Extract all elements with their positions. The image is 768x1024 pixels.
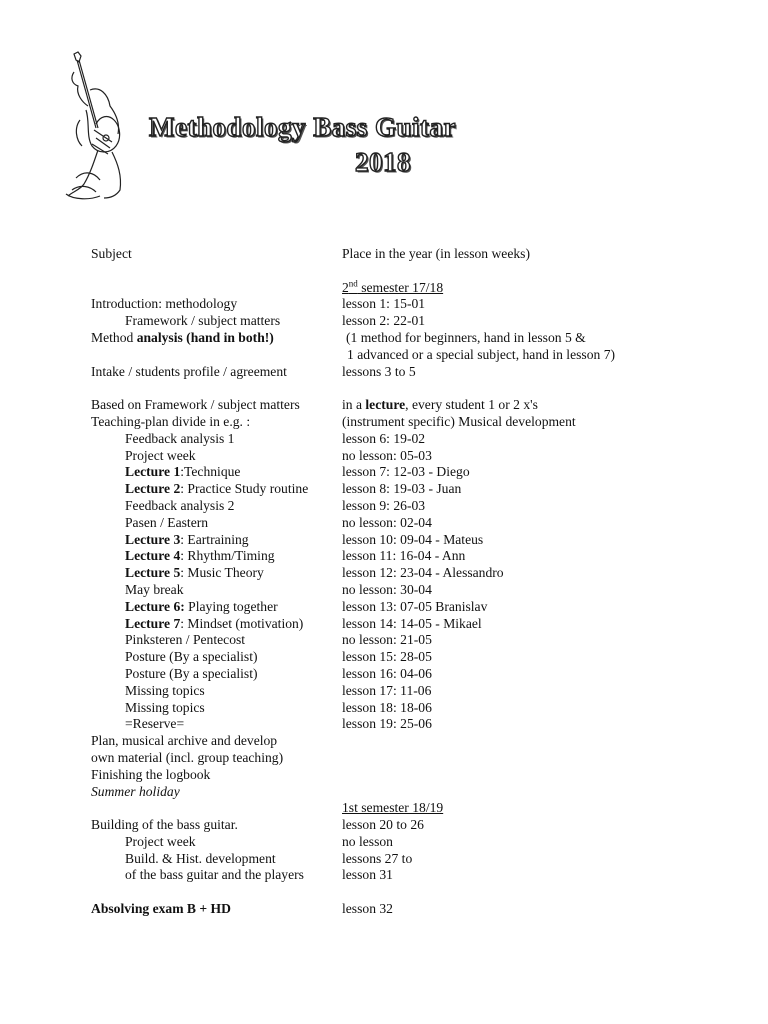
schedule-row [91, 431, 741, 448]
schedule-row [91, 313, 741, 330]
schedule-row [91, 498, 741, 515]
blank-row [91, 380, 741, 397]
place-cell: lesson 9: 26-03 [342, 497, 426, 513]
subject-cell: Lecture 4: Rhythm/Timing [125, 548, 275, 564]
place-header: Place in the year (in lesson weeks) [342, 246, 530, 261]
schedule [91, 246, 741, 918]
subject-cell: Summer holiday [91, 783, 180, 799]
subject-cell: Lecture 2: Practice Study routine [125, 481, 309, 497]
place-cell: no lesson: 21-05 [342, 632, 432, 648]
place-cell: lesson 16: 04-06 [342, 665, 432, 681]
document-title-year: 2018 [355, 147, 411, 177]
semester-row [91, 280, 741, 297]
semester-1-heading: 1st semester 18/19 [342, 800, 444, 816]
place-cell: lesson 11: 16-04 - Ann [342, 548, 466, 564]
subject-cell: Intake / students profile / agreement [91, 363, 287, 379]
semester-2-heading: 2nd semester 17/18 [342, 278, 444, 295]
semester-row [91, 800, 741, 817]
schedule-row [91, 532, 741, 549]
place-cell: lesson 31 [342, 867, 393, 883]
schedule-row [91, 666, 741, 683]
subject-cell: Teaching-plan divide in e.g. : [91, 413, 251, 429]
subject-cell: Pinksteren / Pentecost [125, 632, 246, 648]
place-cell: no lesson: 05-03 [342, 447, 432, 463]
schedule-row [91, 683, 741, 700]
subject-cell: of the bass guitar and the players [125, 867, 304, 883]
subject-cell: =Reserve= [125, 716, 185, 732]
place-cell: lesson 6: 19-02 [342, 430, 426, 446]
place-cell: lesson 15: 28-05 [342, 649, 432, 665]
schedule-row [91, 632, 741, 649]
subject-cell: Missing topics [125, 682, 205, 698]
schedule-row [91, 599, 741, 616]
schedule-row [91, 515, 741, 532]
subject-cell: Framework / subject matters [125, 313, 281, 329]
place-cell: lesson 7: 12-03 - Diego [342, 464, 470, 480]
subject-cell: Posture (By a specialist) [125, 665, 258, 681]
schedule-row [91, 347, 741, 364]
place-cell: lesson 14: 14-05 - Mikael [342, 615, 482, 631]
subject-cell: Project week [125, 833, 196, 849]
schedule-row [91, 733, 741, 750]
place-cell: lesson 32 [342, 901, 393, 917]
schedule-row [91, 448, 741, 465]
place-cell: (1 method for beginners, hand in lesson 5 & [346, 329, 586, 345]
subject-cell: Posture (By a specialist) [125, 649, 258, 665]
schedule-row [91, 464, 741, 481]
bass-guitar-player-icon [60, 50, 140, 202]
blank-row [91, 263, 741, 280]
subject-cell: Lecture 3: Eartraining [125, 531, 249, 547]
place-cell: lesson 10: 09-04 - Mateus [342, 531, 484, 547]
subject-cell: Lecture 5: Music Theory [125, 565, 264, 581]
schedule-row [91, 330, 741, 347]
schedule-row [91, 548, 741, 565]
place-cell: lesson 2: 22-01 [342, 313, 426, 329]
subject-cell: Method analysis (hand in both!) [91, 329, 274, 345]
subject-cell: Build. & Hist. development [125, 850, 276, 866]
subject-cell: Feedback analysis 1 [125, 430, 235, 446]
schedule-row [91, 616, 741, 633]
schedule-row [91, 784, 741, 801]
subject-cell: Missing topics [125, 699, 205, 715]
schedule-row [91, 817, 741, 834]
subject-cell: Lecture 1:Technique [125, 464, 241, 480]
place-cell: no lesson [342, 833, 393, 849]
place-cell: lesson 19: 25-06 [342, 716, 432, 732]
schedule-row [91, 397, 741, 414]
place-cell: lesson 13: 07-05 Branislav [342, 598, 488, 614]
place-cell: 1 advanced or a special subject, hand in lesson 7) [347, 346, 616, 362]
document-title: Methodology Bass Guitar [149, 112, 457, 142]
subject-cell: Lecture 6: Playing together [125, 598, 278, 614]
subject-cell: Plan, musical archive and develop [91, 733, 278, 749]
subject-cell: Building of the bass guitar. [91, 817, 238, 833]
schedule-row [91, 582, 741, 599]
subject-cell: Feedback analysis 2 [125, 497, 235, 513]
subject-cell: Pasen / Eastern [125, 514, 209, 530]
subject-cell: Based on Framework / subject matters [91, 397, 300, 413]
place-cell: lesson 20 to 26 [342, 817, 424, 833]
place-cell: (instrument specific) Musical development [342, 413, 576, 429]
place-cell: lessons 3 to 5 [342, 363, 416, 379]
header-row [91, 246, 741, 263]
place-cell: lesson 18: 18-06 [342, 699, 432, 715]
schedule-row [91, 834, 741, 851]
schedule-row [91, 414, 741, 431]
schedule-row [91, 481, 741, 498]
place-cell: no lesson: 30-04 [342, 581, 432, 597]
place-cell: lesson 12: 23-04 - Alessandro [342, 565, 504, 581]
place-cell: lesson 17: 11-06 [342, 682, 432, 698]
place-cell: no lesson: 02-04 [342, 514, 432, 530]
place-cell: in a lecture, every student 1 or 2 x's [342, 397, 538, 413]
schedule-row [91, 750, 741, 767]
subject-cell: May break [125, 581, 184, 597]
subject-header: Subject [91, 246, 132, 261]
subject-cell: Absolving exam B + HD [91, 901, 231, 917]
schedule-row [91, 296, 741, 313]
subject-cell: Finishing the logbook [91, 766, 211, 782]
place-cell: lessons 27 to [342, 850, 413, 866]
place-cell: lesson 1: 15-01 [342, 296, 426, 312]
place-cell: lesson 8: 19-03 - Juan [342, 481, 462, 497]
blank-row [91, 884, 741, 901]
schedule-row [91, 767, 741, 784]
schedule-row [91, 649, 741, 666]
schedule-row [91, 700, 741, 717]
schedule-row [91, 565, 741, 582]
subject-cell: Lecture 7: Mindset (motivation) [125, 615, 304, 631]
subject-cell: Project week [125, 447, 196, 463]
subject-cell: own material (incl. group teaching) [91, 749, 284, 765]
schedule-row [91, 716, 741, 733]
subject-cell: Introduction: methodology [91, 296, 238, 312]
schedule-row [91, 364, 741, 381]
schedule-row [91, 851, 741, 868]
schedule-row [91, 867, 741, 884]
schedule-row [91, 901, 741, 918]
